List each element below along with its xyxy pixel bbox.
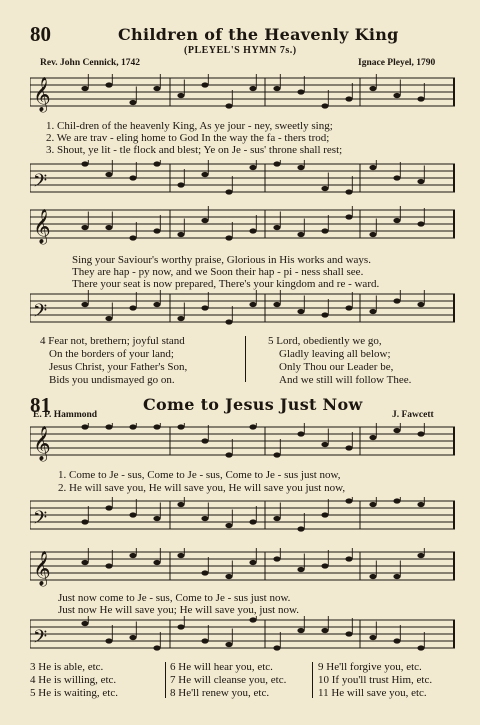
note-head [345, 96, 352, 101]
note-head [345, 214, 352, 219]
hymn-80-verse-4 [40, 335, 187, 387]
note-head [321, 228, 328, 233]
note-head [249, 165, 256, 170]
note-head [201, 570, 208, 575]
staff-81-2-bass [30, 616, 455, 660]
note-head [177, 502, 184, 507]
verse-divider [312, 662, 313, 698]
hymn-80-title: Children of the Heavenly King [118, 25, 399, 44]
note-head [297, 232, 304, 237]
bass-clef-icon: 𝄢 [33, 508, 48, 533]
note-head [129, 635, 136, 640]
verse-line: Only Thou our Leader be, [279, 361, 394, 373]
note-head [225, 574, 232, 579]
verse-divider [165, 662, 166, 698]
note-head [273, 645, 280, 650]
note-head [393, 638, 400, 643]
note-head [321, 512, 328, 517]
note-head [321, 186, 328, 191]
verse-line: 4 He is willing, etc. [30, 674, 117, 686]
note-head [273, 225, 280, 230]
note-head [249, 617, 256, 622]
note-head [105, 172, 112, 177]
lyric-line: 2. He will save you, He will save you, He will save you just now, [58, 482, 346, 494]
note-head [249, 228, 256, 233]
note-head [153, 302, 160, 307]
hymn-80-composer: Ignace Pleyel, 1790 [358, 58, 436, 68]
verse-divider [245, 336, 246, 382]
verse-line: Jesus Christ, your Father's Son, [49, 361, 188, 373]
note-head [249, 560, 256, 565]
bass-clef-icon: 𝄢 [33, 627, 48, 652]
note-head [345, 498, 352, 503]
music-staff [30, 497, 455, 541]
note-head [273, 556, 280, 561]
note-head [393, 428, 400, 433]
note-head [369, 309, 376, 314]
note-head [417, 502, 424, 507]
note-head [81, 86, 88, 91]
note-head [81, 225, 88, 230]
lyric-line: They are hap - py now, and we Soon their hap - pi - ness shall see. [72, 266, 364, 278]
note-head [417, 96, 424, 101]
note-head [345, 305, 352, 310]
note-head [393, 574, 400, 579]
verse-line: 11 He will save you, etc. [318, 687, 427, 699]
note-head [321, 312, 328, 317]
note-head [153, 228, 160, 233]
note-head [129, 100, 136, 105]
note-head [177, 182, 184, 187]
note-head [201, 438, 208, 443]
note-head [369, 86, 376, 91]
note-head [321, 563, 328, 568]
hymn-81-author: E. P. Hammond [33, 410, 98, 420]
note-head [321, 442, 328, 447]
lyric-line: There your seat is now prepared, There's your kingdom and re - ward. [72, 278, 380, 290]
note-head [129, 305, 136, 310]
note-head [153, 516, 160, 521]
staff-81-1-bass [30, 497, 455, 541]
note-head [297, 89, 304, 94]
note-head [417, 179, 424, 184]
hymn-80-subtitle: (PLEYEL'S HYMN 7s.) [184, 45, 297, 56]
note-head [153, 645, 160, 650]
note-head [177, 232, 184, 237]
note-head [369, 635, 376, 640]
note-head [297, 567, 304, 572]
lyric-line: 2. We are trav - eling home to God In the way the fa - thers trod; [46, 132, 330, 144]
lyric-line: 1. Chil-dren of the heavenly King, As ye jour - ney, sweetly sing; [46, 120, 333, 132]
music-staff [30, 74, 455, 118]
note-head [81, 302, 88, 307]
note-head [81, 621, 88, 626]
lyric-line: 3. Shout, ye lit - tle flock and blest; Ye on Je - sus' throne shall rest; [46, 144, 343, 156]
note-head [201, 218, 208, 223]
lyric-line: 1. Come to Je - sus, Come to Je - sus, Come to Je - sus just now, [58, 469, 341, 481]
staff-80-2-bass [30, 290, 455, 334]
note-head [105, 638, 112, 643]
verse-line: On the borders of your land; [49, 348, 174, 360]
note-head [417, 302, 424, 307]
lyric-line: Sing your Saviour's worthy praise, Glorious in His works and ways. [72, 254, 371, 266]
note-head [321, 628, 328, 633]
verse-line: Bids you undismayed go on. [49, 374, 175, 386]
note-head [345, 189, 352, 194]
note-head [201, 172, 208, 177]
note-head [129, 235, 136, 240]
hymn-81-composer: J. Fawcett [392, 410, 434, 420]
note-head [345, 556, 352, 561]
note-head [177, 424, 184, 429]
music-staff [30, 290, 455, 334]
music-staff [30, 616, 455, 660]
note-head [177, 316, 184, 321]
hymn-81-verses-col2 [170, 661, 286, 700]
hymn-80-author: Rev. John Cennick, 1742 [40, 58, 141, 68]
hymn-80-number: 80 [30, 22, 51, 46]
verse-line: And we still will follow Thee. [279, 374, 412, 386]
note-head [297, 309, 304, 314]
note-head [177, 93, 184, 98]
bass-clef-icon: 𝄢 [33, 301, 48, 326]
note-head [201, 516, 208, 521]
note-head [153, 560, 160, 565]
note-head [417, 645, 424, 650]
staff-80-2-treble [30, 206, 455, 250]
staff-80-1-treble [30, 74, 455, 118]
note-head [249, 302, 256, 307]
note-head [345, 445, 352, 450]
hymn-80-verse-5 [268, 335, 411, 387]
note-head [105, 424, 112, 429]
note-head [297, 431, 304, 436]
note-head [153, 86, 160, 91]
staff-81-1-treble [30, 423, 455, 467]
note-head [105, 82, 112, 87]
verse-line: 5 He is waiting, etc. [30, 687, 118, 699]
note-head [225, 189, 232, 194]
note-head [201, 638, 208, 643]
note-head [177, 624, 184, 629]
note-head [393, 498, 400, 503]
note-head [81, 161, 88, 166]
note-head [393, 298, 400, 303]
note-head [129, 553, 136, 558]
music-staff [30, 160, 455, 204]
note-head [273, 302, 280, 307]
note-head [249, 519, 256, 524]
note-head [393, 175, 400, 180]
note-head [369, 502, 376, 507]
staff-80-1-bass [30, 160, 455, 204]
music-staff [30, 206, 455, 250]
verse-line: 4 Fear not, brethern; joyful stand [40, 335, 185, 347]
note-head [225, 319, 232, 324]
note-head [369, 232, 376, 237]
note-head [201, 305, 208, 310]
staff-81-2-treble [30, 548, 455, 592]
verse-line: 5 Lord, obediently we go, [268, 335, 382, 347]
note-head [393, 218, 400, 223]
verse-line: 7 He will cleanse you, etc. [170, 674, 287, 686]
note-head [129, 512, 136, 517]
note-head [345, 631, 352, 636]
note-head [417, 553, 424, 558]
note-head [225, 103, 232, 108]
verse-line: 10 If you'll trust Him, etc. [318, 674, 433, 686]
verse-line: 3 He is able, etc. [30, 661, 104, 673]
note-head [393, 93, 400, 98]
note-head [225, 523, 232, 528]
note-head [105, 563, 112, 568]
treble-clef-icon: 𝄞 [33, 77, 51, 112]
note-head [225, 642, 232, 647]
verse-line: 6 He will hear you, etc. [170, 661, 273, 673]
verse-line: 8 He'll renew you, etc. [170, 687, 270, 699]
note-head [105, 225, 112, 230]
note-head [249, 424, 256, 429]
hymn-81-verses-col3 [318, 661, 432, 700]
note-head [417, 221, 424, 226]
note-head [297, 165, 304, 170]
note-head [273, 161, 280, 166]
treble-clef-icon: 𝄞 [33, 551, 51, 586]
verse-line: 9 He'll forgive you, etc. [318, 661, 422, 673]
note-head [129, 175, 136, 180]
note-head [81, 424, 88, 429]
note-head [297, 526, 304, 531]
bass-clef-icon: 𝄢 [33, 171, 48, 196]
music-staff [30, 548, 455, 592]
note-head [81, 519, 88, 524]
music-staff [30, 423, 455, 467]
note-head [273, 516, 280, 521]
note-head [105, 316, 112, 321]
note-head [417, 431, 424, 436]
lyric-line: Just now come to Je - sus, Come to Je - sus just now. [58, 592, 291, 604]
treble-clef-icon: 𝄞 [33, 209, 51, 244]
hymn-81-verses-col1 [30, 661, 118, 700]
note-head [273, 86, 280, 91]
note-head [321, 103, 328, 108]
note-head [369, 435, 376, 440]
note-head [297, 628, 304, 633]
hymn-81-number: 81 [30, 393, 51, 417]
note-head [273, 452, 280, 457]
lyric-line: Just now He will save you; He will save you, just now. [58, 604, 299, 616]
note-head [369, 165, 376, 170]
note-head [81, 560, 88, 565]
note-head [105, 505, 112, 510]
verse-line: Gladly leaving all below; [279, 348, 391, 360]
hymn-81-title: Come to Jesus Just Now [143, 395, 363, 414]
treble-clef-icon: 𝄞 [33, 426, 51, 461]
note-head [249, 86, 256, 91]
note-head [369, 574, 376, 579]
note-head [201, 82, 208, 87]
note-head [153, 161, 160, 166]
note-head [177, 553, 184, 558]
note-head [225, 235, 232, 240]
note-head [129, 424, 136, 429]
note-head [225, 452, 232, 457]
note-head [153, 424, 160, 429]
